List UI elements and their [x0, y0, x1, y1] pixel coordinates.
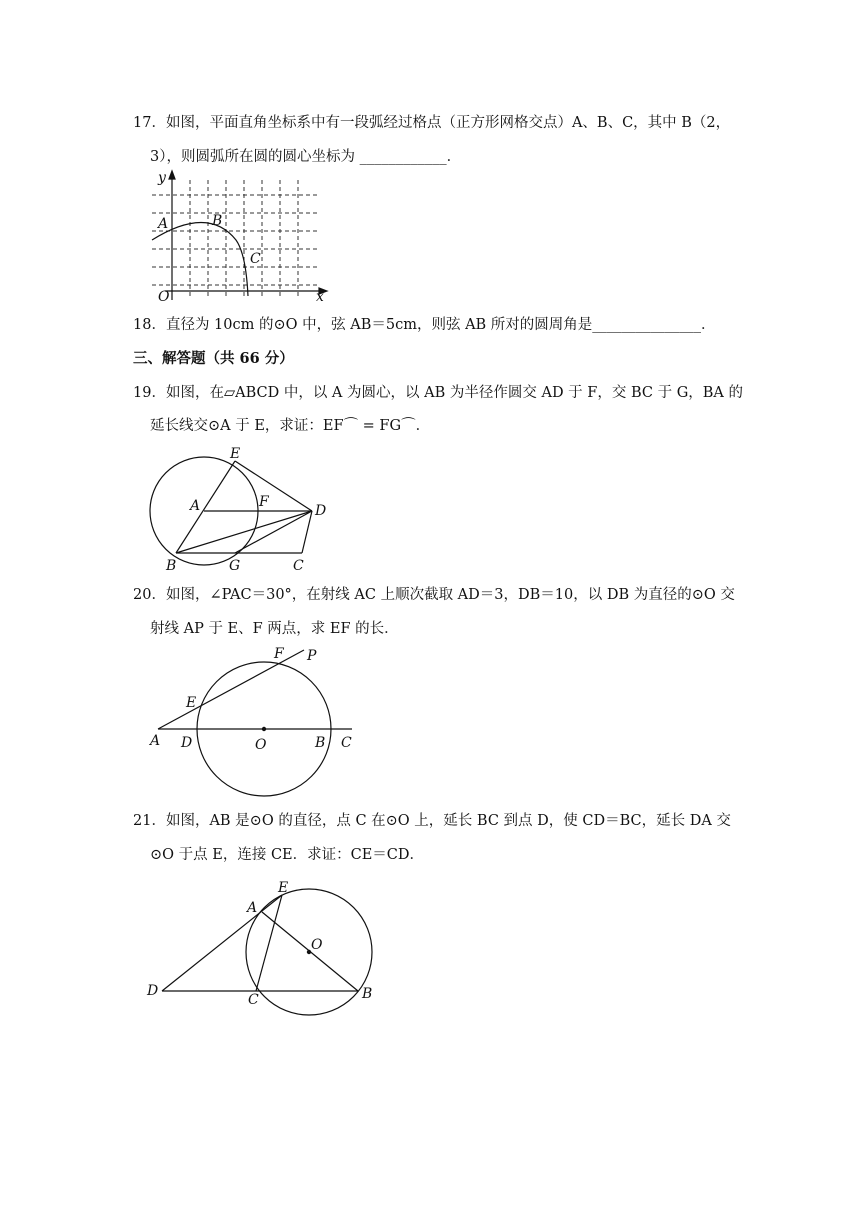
q18-text-line1: 18．直径为 10cm 的⊙O 中，弦 AB＝5cm，则弦 AB 所对的圆周角是_______________． [133, 317, 716, 333]
q17-label-a: A [158, 216, 169, 232]
q19-figure [140, 440, 340, 580]
q21-figure [140, 870, 390, 1010]
q20-label-a: A [150, 733, 161, 749]
q17-text-line1: 17．如图，平面直角坐标系中有一段弧经过格点（正方形网格交点）A、B、C，其中 B（2， [133, 115, 731, 131]
q21-line-de [162, 895, 282, 991]
q21-label-b: B [362, 986, 373, 1002]
q17-label-y: y [158, 170, 166, 186]
q20-label-b: B [315, 735, 326, 751]
q17-label-o: O [158, 289, 170, 305]
q17-label-b: B [212, 213, 223, 229]
q17-figure [145, 168, 335, 308]
q19-text-line1: 19．如图，在▱ABCD 中，以 A 为圆心，以 AB 为半径作圆交 AD 于 F，交 BC 于 G，BA 的 [133, 385, 744, 401]
q17-y-arrow [169, 171, 175, 179]
q17-text-line2: 3），则圆弧所在圆的圆心坐标为 ____________． [150, 149, 462, 165]
q20-text-line2: 射线 AP 于 E、F 两点，求 EF 的长． [150, 621, 399, 637]
q19-label-c: C [293, 558, 304, 574]
q19-label-b: B [166, 558, 177, 574]
q20-center-dot [262, 727, 266, 731]
q21-label-o: O [311, 937, 323, 953]
q19-label-g: G [229, 558, 241, 574]
q21-label-e: E [278, 880, 289, 896]
q20-label-c: C [341, 735, 352, 751]
q20-figure [145, 640, 365, 800]
q19-label-e: E [230, 446, 241, 462]
q19-label-d: D [315, 503, 327, 519]
q19-text-line2: 延长线交⊙A 于 E，求证：EF⌒ = FG⌒． [150, 418, 431, 434]
q21-line-ce [256, 895, 282, 991]
q19-label-f: F [259, 494, 269, 510]
q21-text-line1: 21．如图，AB 是⊙O 的直径，点 C 在⊙O 上，延长 BC 到点 D，使 CD＝BC，延长 DA 交 [133, 813, 731, 829]
q17-label-c: C [250, 251, 261, 267]
q19-label-a: A [190, 498, 201, 514]
section-heading: 三、解答题（共 66 分） [133, 350, 294, 367]
q17-label-x: x [316, 289, 324, 305]
q21-label-c: C [248, 992, 259, 1008]
q21-text-line2: ⊙O 于点 E，连接 CE．求证：CE＝CD． [150, 847, 425, 863]
q21-label-d: D [147, 983, 159, 999]
q20-label-o: O [255, 737, 267, 753]
q21-label-a: A [247, 900, 258, 916]
q20-text-line1: 20．如图，∠PAC＝30°，在射线 AC 上顺次截取 AD＝3，DB＝10，以 DB 为直径的⊙O 交 [133, 587, 735, 603]
q20-label-e: E [186, 695, 197, 711]
q20-label-p: P [307, 648, 317, 664]
q20-label-d: D [181, 735, 193, 751]
q20-label-f: F [274, 646, 284, 662]
